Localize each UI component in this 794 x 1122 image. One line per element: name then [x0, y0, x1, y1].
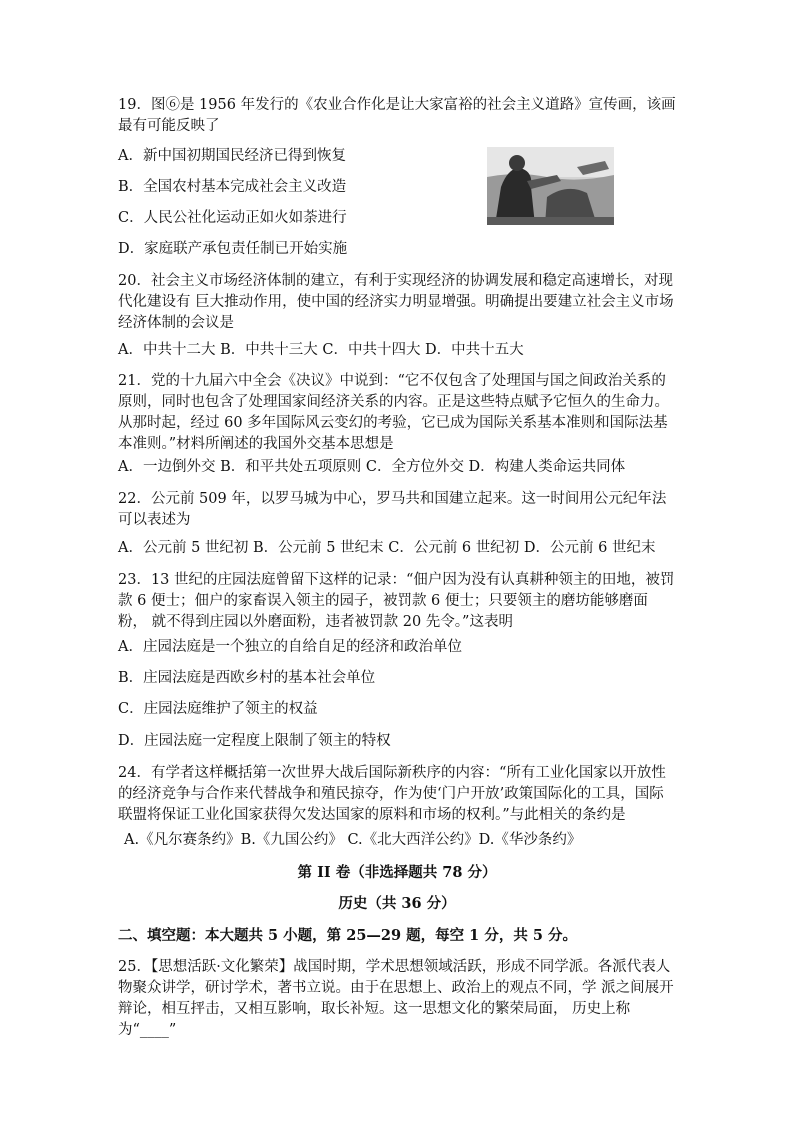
q25-stem: 25．【思想活跃·文化繁荣】战国时期，学术思想领域活跃，形成不同学派。各派代表人物聚众讲学，研讨学术，著书立说。由于在思想上、政治上的观点不同，学 派之间展开辩论，相互抨击，又相互影响，取长补短。这一思想文化的繁荣局面， 历史上称为“____” [118, 959, 674, 1038]
q23-stem: 23．13 世纪的庄园法庭曾留下这样的记录：“佃户因为没有认真耕种领主的田地，被罚款 6 便士；佃户的家畜误入领主的园子，被罚款 6 便士；只要领主的磨坊能够磨面粉， 就不得到庄园以外磨面粉，违者被罚款 20 先令。”这表明 [118, 572, 675, 630]
q19-option-b: B．全国农村基本完成社会主义改造 [118, 179, 347, 195]
q19-stem: 19．图⑥是 1956 年发行的《农业合作化是让大家富裕的社会主义道路》宣传画，该画最有可能反映了 [118, 97, 676, 134]
q20-options: A．中共十二大 B．中共十三大 C．中共十四大 D．中共十五大 [118, 342, 524, 358]
q23-option-b: B．庄园法庭是西欧乡村的基本社会单位 [118, 670, 376, 686]
q23-option-a: A．庄园法庭是一个独立的自给自足的经济和政治单位 [118, 639, 462, 655]
part2-title: 第 II 卷（非选择题共 78 分） [297, 864, 497, 881]
history-title: 历史（共 36 分） [338, 895, 456, 912]
q19-option-d: D．家庭联产承包责任制已开始实施 [118, 241, 348, 257]
propaganda-poster-image [487, 147, 614, 225]
q24-stem: 24．有学者这样概括第一次世界大战后国际新秩序的内容：“所有工业化国家以开放性的经济竞争与合作来代替战争和殖民掠夺，作为使‘门户开放’政策国际化的工具，国际联盟将保证工业化国家获得欠发达国家的原料和市场的权利。”与此相关的条约是 [118, 765, 666, 823]
q23-option-d: D．庄园法庭一定程度上限制了领主的特权 [118, 733, 391, 749]
q19-option-c: C．人民公社化运动正如火如荼进行 [118, 210, 347, 226]
q21-options: A．一边倒外交 B．和平共处五项原则 C．全方位外交 D．构建人类命运共同体 [118, 459, 626, 475]
q22-stem: 22．公元前 509 年，以罗马城为中心，罗马共和国建立起来。这一时间用公元纪年法可以表述为 [118, 491, 667, 528]
q20-stem: 20．社会主义市场经济体制的建立，有利于实现经济的协调发展和稳定高速增长，对现代化建设有 巨大推动作用，使中国的经济实力明显增强。明确提出要建立社会主义市场经济体制的会议是 [118, 273, 674, 331]
q23-option-c: C．庄园法庭维护了领主的权益 [118, 701, 318, 717]
q19-option-a: A．新中国初期国民经济已得到恢复 [118, 148, 346, 164]
q21-stem: 21．党的十九届六中全会《决议》中说到：“它不仅包含了处理国与国之间政治关系的原则，同时也包含了处理国家间经济关系的内容。正是这些特点赋予它恒久的生命力。 从那时起，经过 60 多年国际风云变幻的考验，它已成为国际关系基本准则和国际法基本准则。”材料所阐述的我国外交基本思想是 [118, 373, 669, 452]
q22-options: A．公元前 5 世纪初 B．公元前 5 世纪末 C．公元前 6 世纪初 D．公元前 6 世纪末 [118, 540, 656, 556]
section2-heading: 二、填空题：本大题共 5 小题，第 25—29 题，每空 1 分，共 5 分。 [118, 927, 578, 944]
q24-options: A.《凡尔赛条约》B.《九国公约》 C.《北大西洋公约》D.《华沙条约》 [124, 832, 582, 848]
